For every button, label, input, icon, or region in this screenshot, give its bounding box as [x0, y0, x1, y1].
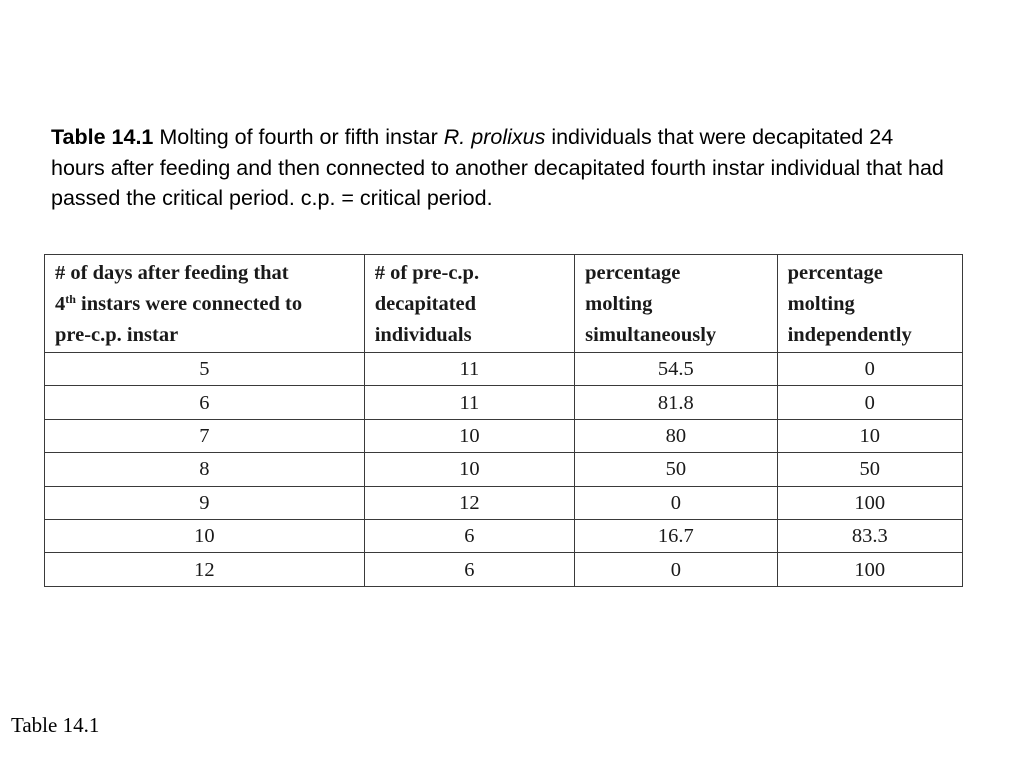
header-molting-independently: percentage molting independently — [777, 255, 962, 353]
table-row — [45, 386, 963, 419]
table-row — [45, 419, 963, 452]
cell-simultaneous: 80 — [575, 419, 777, 452]
cell-simultaneous: 54.5 — [575, 353, 777, 386]
cell-independent: 10 — [777, 419, 962, 452]
cell-individuals: 10 — [364, 419, 574, 452]
cell-individuals: 6 — [364, 553, 574, 586]
cell-simultaneous: 50 — [575, 453, 777, 486]
cell-simultaneous: 16.7 — [575, 519, 777, 552]
cell-days: 7 — [45, 419, 365, 452]
cell-independent: 0 — [777, 386, 962, 419]
cell-independent: 0 — [777, 353, 962, 386]
cell-days: 5 — [45, 353, 365, 386]
header-days-after-feeding: # of days after feeding that 4th instars were connected to pre-c.p. instar — [45, 255, 365, 353]
header-molting-simultaneously: percentage molting simultaneously — [575, 255, 777, 353]
table-row — [45, 519, 963, 552]
table-row — [45, 553, 963, 586]
table-row — [45, 486, 963, 519]
caption-text-before: Molting of fourth or fifth instar — [153, 125, 444, 149]
cell-simultaneous: 81.8 — [575, 386, 777, 419]
header-pre-cp-decapitated: # of pre-c.p. decapitated individuals — [364, 255, 574, 353]
cell-days: 10 — [45, 519, 365, 552]
cell-days: 12 — [45, 553, 365, 586]
cell-independent: 100 — [777, 553, 962, 586]
cell-independent: 100 — [777, 486, 962, 519]
cell-independent: 83.3 — [777, 519, 962, 552]
footer-label: Table 14.1 — [11, 713, 100, 737]
cell-simultaneous: 0 — [575, 486, 777, 519]
cell-individuals: 10 — [364, 453, 574, 486]
table-caption — [51, 122, 951, 214]
table-row — [45, 353, 963, 386]
cell-days: 6 — [45, 386, 365, 419]
cell-individuals: 11 — [364, 386, 574, 419]
caption-label: Table 14.1 — [51, 125, 154, 149]
cell-individuals: 12 — [364, 486, 574, 519]
cell-individuals: 11 — [364, 353, 574, 386]
caption-species: R. prolixus — [443, 125, 546, 149]
cell-simultaneous: 0 — [575, 553, 777, 586]
cell-days: 8 — [45, 453, 365, 486]
cell-days: 9 — [45, 486, 365, 519]
caption-text-after: individuals that were decapitated 24 hours after feeding and then connected to another decapitated fourth instar individual that had passed the critical period. c.p. = critical period. — [51, 125, 944, 210]
cell-independent: 50 — [777, 453, 962, 486]
table-row — [45, 453, 963, 486]
cell-individuals: 6 — [364, 519, 574, 552]
data-table — [44, 254, 963, 587]
header-row — [45, 255, 963, 353]
